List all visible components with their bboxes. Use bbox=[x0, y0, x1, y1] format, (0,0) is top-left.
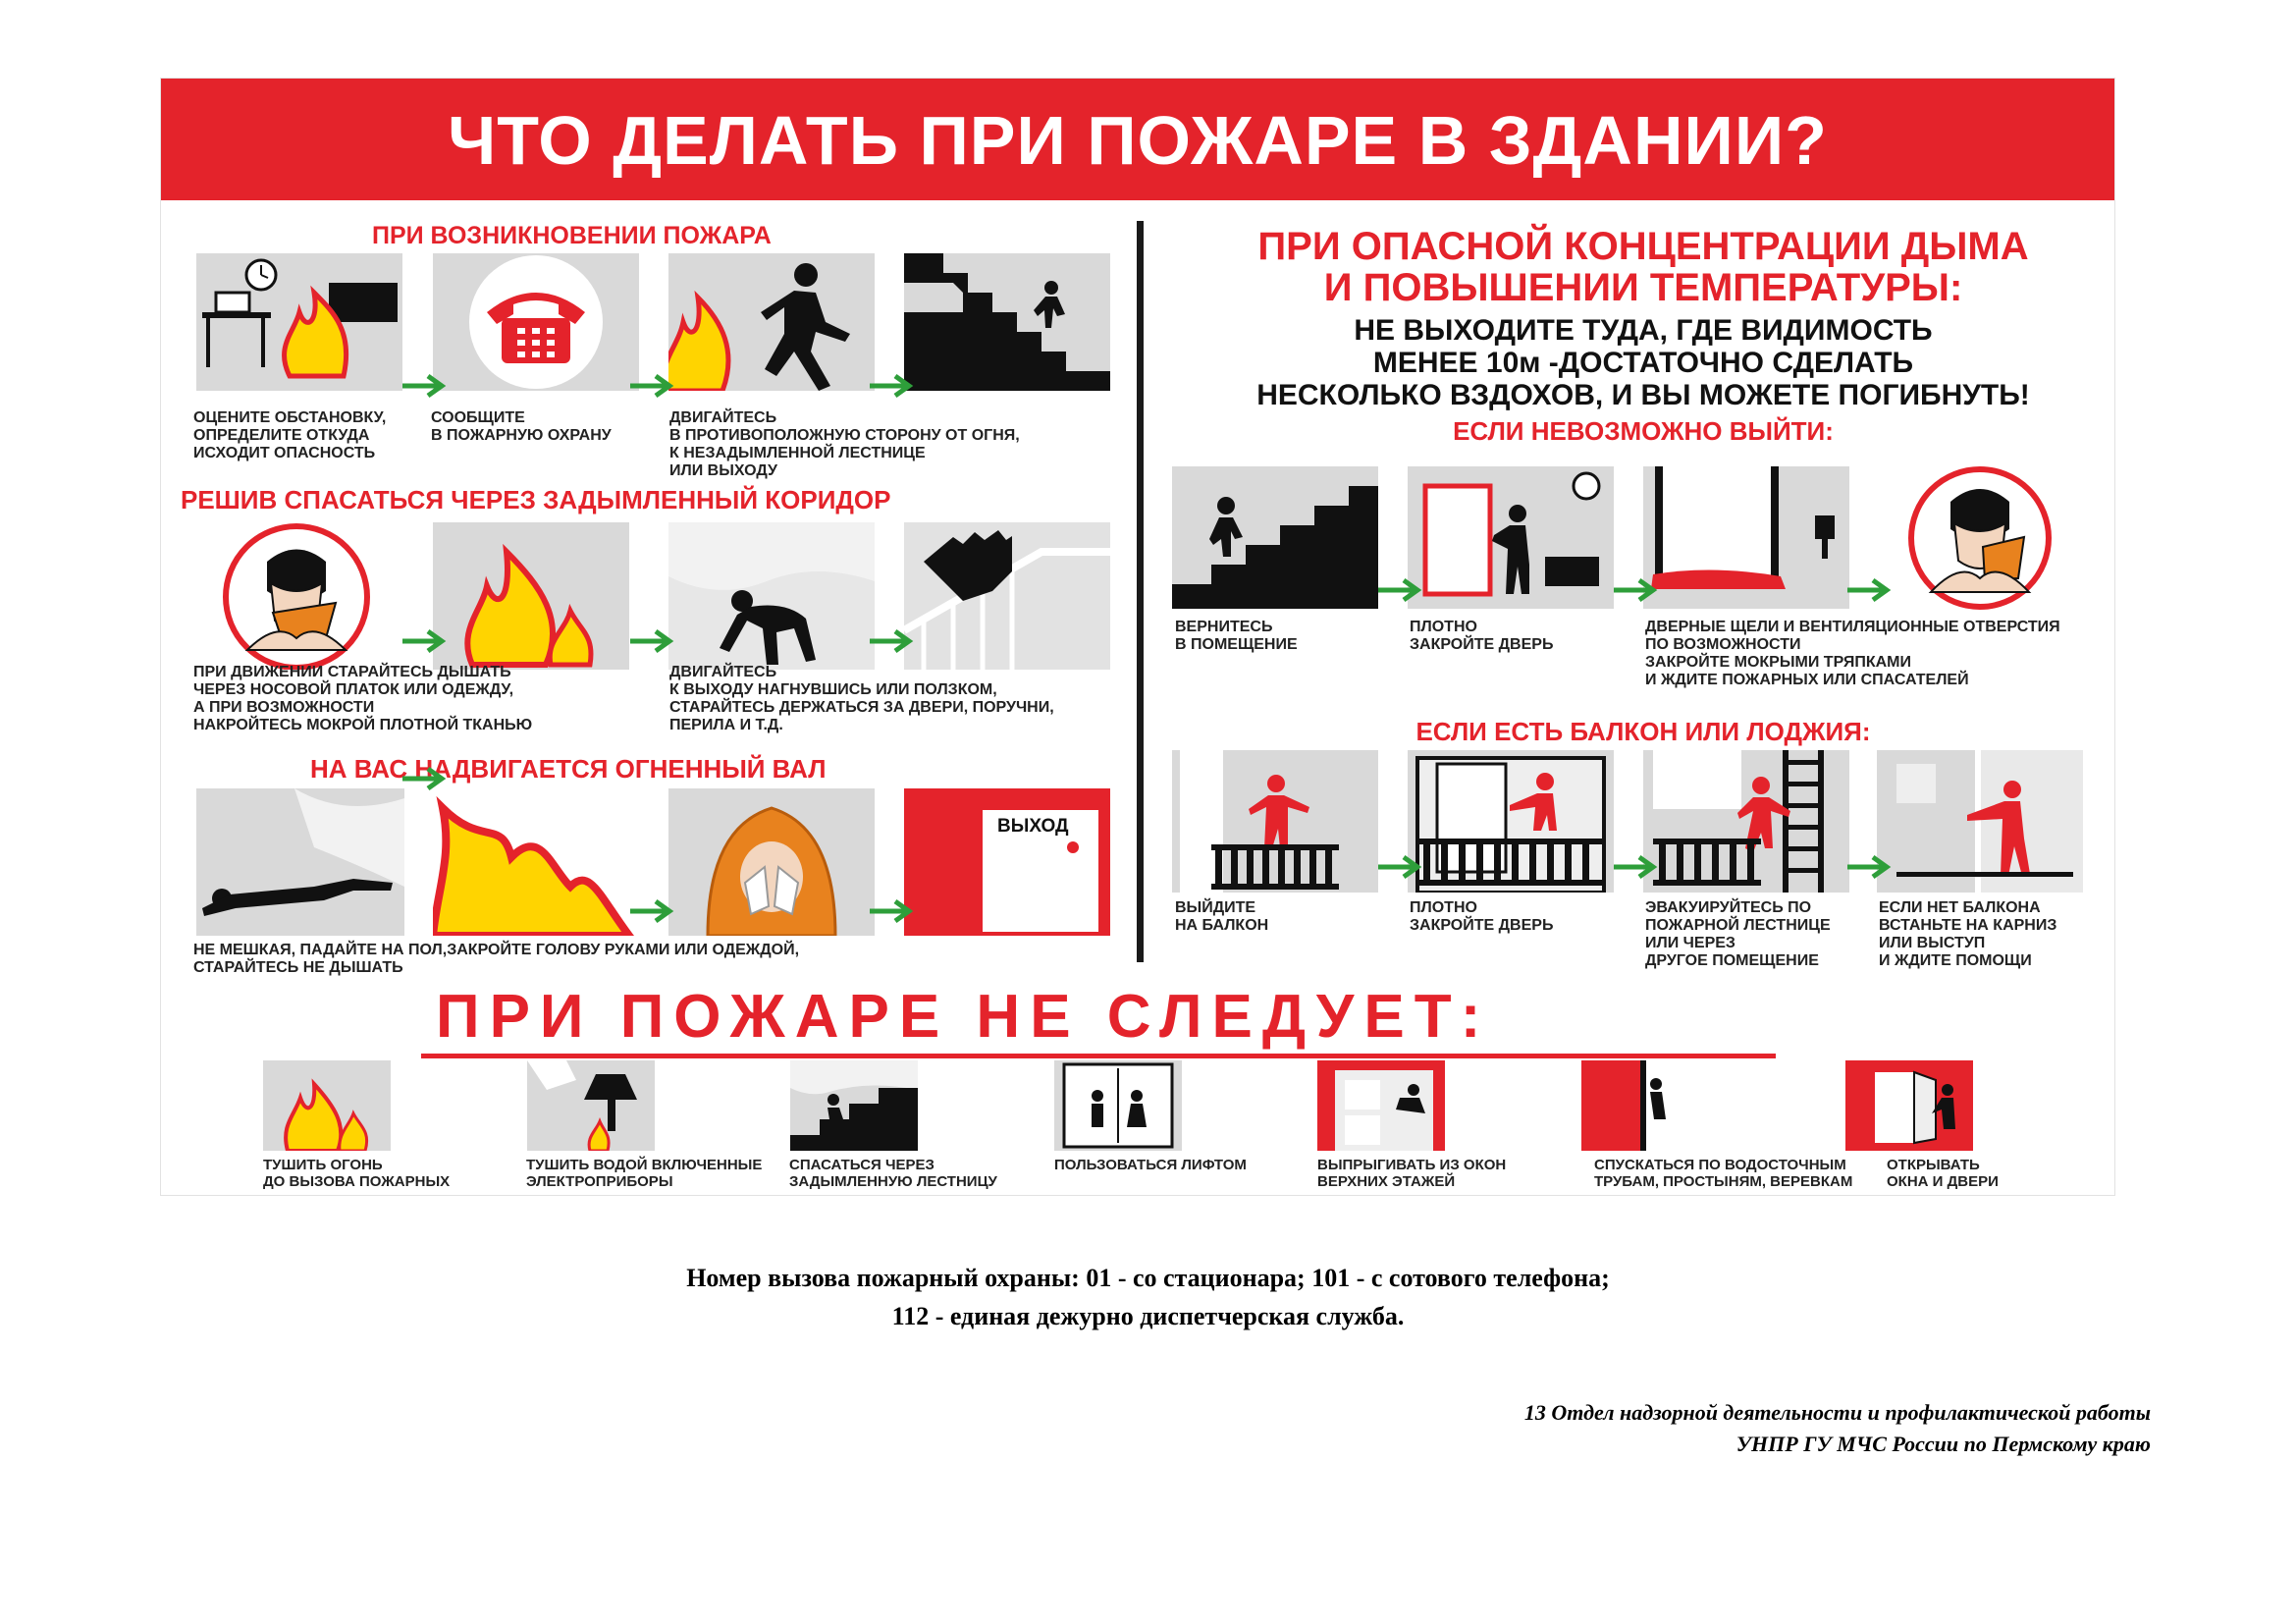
dont-extinguish-illustration bbox=[263, 1060, 391, 1151]
green-arrow-icon bbox=[400, 766, 448, 791]
dont-caption-windows: ОТКРЫВАТЬ ОКНА И ДВЕРИ bbox=[1887, 1157, 1999, 1190]
dont-title: ПРИ ПОЖАРЕ НЕ СЛЕДУЕТ: bbox=[436, 983, 1491, 1051]
green-arrow-icon bbox=[628, 373, 675, 399]
move-away-illustration bbox=[668, 253, 875, 391]
lie-on-floor-illustration bbox=[196, 788, 404, 936]
dont-elevator-illustration bbox=[1054, 1060, 1182, 1151]
caption-balcony-door: ПЛОТНО ЗАКРОЙТЕ ДВЕРЬ bbox=[1410, 899, 1554, 934]
green-arrow-icon bbox=[1612, 854, 1659, 880]
emergency-numbers-line1: Номер вызова пожарный охраны: 01 - со стационара; 101 - с сотового телефона; bbox=[686, 1264, 1610, 1292]
dont-descend-pipes-illustration bbox=[1581, 1060, 1709, 1151]
hand-on-railing-illustration bbox=[904, 522, 1110, 670]
caption-seal-gaps: ДВЕРНЫЕ ЩЕЛИ И ВЕНТИЛЯЦИОННЫЕ ОТВЕРСТИЯ ПО ВОЗМОЖНОСТИ ЗАКРОЙТЕ МОКРЫМИ ТРЯПКАМИ И ЖДИТЕ ПОЖАРНЫХ ИЛИ СПАСАТЕЛЕЙ bbox=[1645, 619, 2060, 688]
organization-line1: 13 Отдел надзорной деятельности и профилактической работы bbox=[1523, 1400, 2151, 1425]
poster-title: ЧТО ДЕЛАТЬ ПРИ ПОЖАРЕ В ЗДАНИИ? bbox=[161, 79, 2114, 200]
green-arrow-icon bbox=[1845, 577, 1893, 603]
green-arrow-icon bbox=[1376, 577, 1423, 603]
visibility-warning: НЕ ВЫХОДИТЕ ТУДА, ГДЕ ВИДИМОСТЬ МЕНЕЕ 10м -ДОСТАТОЧНО СДЕЛАТЬ НЕСКОЛЬКО ВЗДОХОВ, И ВЫ МОЖЕТЕ ПОГИБНУТЬ! bbox=[1256, 314, 2030, 411]
dont-caption-jump: ВЫПРЫГИВАТЬ ИЗ ОКОН ВЕРХНИХ ЭТАЖЕЙ bbox=[1317, 1157, 1507, 1190]
caption-ladder: ЭВАКУИРУЙТЕСЬ ПО ПОЖАРНОЙ ЛЕСТНИЦЕ ИЛИ ЧЕРЕЗ ДРУГОЕ ПОМЕЩЕНИЕ bbox=[1645, 899, 1831, 969]
green-arrow-icon bbox=[868, 898, 915, 924]
dont-caption-water-electric: ТУШИТЬ ВОДОЙ ВКЛЮЧЕННЫЕ ЭЛЕКТРОПРИБОРЫ bbox=[526, 1157, 763, 1190]
close-door-illustration bbox=[1408, 466, 1614, 609]
emergency-numbers-line2: 112 - единая дежурно диспетчерская служба. bbox=[891, 1302, 1405, 1330]
dont-caption-extinguish: ТУШИТЬ ОГОНЬ ДО ВЫЗОВА ПОЖАРНЫХ bbox=[263, 1157, 451, 1190]
dont-title-underline bbox=[421, 1054, 1776, 1058]
left-section2-title: РЕШИВ СПАСАТЬСЯ ЧЕРЕЗ ЗАДЫМЛЕННЫЙ КОРИДОР bbox=[181, 485, 891, 514]
fire-safety-poster bbox=[160, 78, 2115, 1196]
dont-water-electric-illustration bbox=[527, 1060, 655, 1151]
go-to-balcony-illustration bbox=[1172, 750, 1378, 893]
green-arrow-icon bbox=[400, 373, 448, 399]
corridor-fire-illustration bbox=[433, 522, 629, 670]
left-section3-title: НА ВАС НАДВИГАЕТСЯ ОГНЕННЫЙ ВАЛ bbox=[310, 754, 827, 784]
seal-gaps-illustration bbox=[1643, 466, 1849, 609]
call-fire-service-illustration bbox=[433, 253, 639, 391]
dont-smoky-stairs-illustration bbox=[790, 1060, 918, 1151]
green-arrow-icon bbox=[628, 898, 675, 924]
green-arrow-icon bbox=[868, 628, 915, 654]
right-title: ПРИ ОПАСНОЙ КОНЦЕНТРАЦИИ ДЫМА И ПОВЫШЕНИИ ТЕМПЕРАТУРЫ: bbox=[1257, 225, 2029, 309]
right-section1-title: ЕСЛИ НЕВОЗМОЖНО ВЫЙТИ: bbox=[1453, 416, 1834, 446]
green-arrow-icon bbox=[400, 628, 448, 654]
breathe-through-cloth-illustration bbox=[188, 522, 404, 670]
green-arrow-icon bbox=[628, 628, 675, 654]
return-to-room-illustration bbox=[1172, 466, 1378, 609]
dont-jump-illustration bbox=[1317, 1060, 1445, 1151]
right-section2-title: ЕСЛИ ЕСТЬ БАЛКОН ИЛИ ЛОДЖИЯ: bbox=[1415, 717, 1871, 746]
exit-door-illustration bbox=[904, 788, 1110, 936]
caption-crouch: ДВИГАЙТЕСЬ К ВЫХОДУ НАГНУВШИСЬ ИЛИ ПОЛЗКОМ, СТАРАЙТЕСЬ ДЕРЖАТЬСЯ ЗА ДВЕРИ, ПОРУЧНИ, ПЕРИЛА И Т.Д. bbox=[669, 664, 1054, 733]
caption-lie-down: НЕ МЕШКАЯ, ПАДАЙТЕ НА ПОЛ,ЗАКРОЙТЕ ГОЛОВУ РУКАМИ ИЛИ ОДЕЖДОЙ, СТАРАЙТЕСЬ НЕ ДЫШАТЬ bbox=[193, 942, 800, 976]
crouch-walk-illustration bbox=[668, 522, 875, 670]
green-arrow-icon bbox=[1612, 577, 1659, 603]
caption-move: ДВИГАЙТЕСЬ В ПРОТИВОПОЛОЖНУЮ СТОРОНУ ОТ ОГНЯ, К НЕЗАДЫМЛЕННОЙ ЛЕСТНИЦЕ ИЛИ ВЫХОДУ bbox=[669, 409, 1020, 479]
dont-caption-pipes: СПУСКАТЬСЯ ПО ВОДОСТОЧНЫМ ТРУБАМ, ПРОСТЫНЯМ, ВЕРЕВКАМ bbox=[1594, 1157, 1853, 1190]
fire-wave-illustration bbox=[433, 788, 639, 936]
ledge-illustration bbox=[1877, 750, 2083, 893]
cover-head-illustration bbox=[668, 788, 875, 936]
caption-assess: ОЦЕНИТЕ ОБСТАНОВКУ, ОПРЕДЕЛИТЕ ОТКУДА ИСХОДИТ ОПАСНОСТЬ bbox=[193, 409, 387, 461]
dont-caption-smoky-stairs: СПАСАТЬСЯ ЧЕРЕЗ ЗАДЫМЛЕННУЮ ЛЕСТНИЦУ bbox=[789, 1157, 997, 1190]
stairs-exit-illustration bbox=[904, 253, 1110, 391]
exit-sign-label: ВЫХОД bbox=[997, 816, 1069, 837]
green-arrow-icon bbox=[868, 373, 915, 399]
caption-ledge: ЕСЛИ НЕТ БАЛКОНА ВСТАНЬТЕ НА КАРНИЗ ИЛИ ВЫСТУП И ЖДИТЕ ПОМОЩИ bbox=[1879, 899, 2057, 969]
green-arrow-icon bbox=[1845, 854, 1893, 880]
assess-situation-illustration bbox=[196, 253, 402, 391]
dont-caption-elevator: ПОЛЬЗОВАТЬСЯ ЛИФТОМ bbox=[1054, 1157, 1247, 1173]
fire-ladder-illustration bbox=[1643, 750, 1849, 893]
caption-close-door: ПЛОТНО ЗАКРОЙТЕ ДВЕРЬ bbox=[1410, 619, 1554, 653]
green-arrow-icon bbox=[1376, 854, 1423, 880]
caption-call: СООБЩИТЕ В ПОЖАРНУЮ ОХРАНУ bbox=[431, 409, 612, 444]
balcony-close-door-illustration bbox=[1408, 750, 1614, 893]
left-section1-title: ПРИ ВОЗНИКНОВЕНИИ ПОЖАРА bbox=[372, 222, 772, 249]
caption-return: ВЕРНИТЕСЬ В ПОМЕЩЕНИЕ bbox=[1175, 619, 1298, 653]
caption-breathe: ПРИ ДВИЖЕНИИ СТАРАЙТЕСЬ ДЫШАТЬ ЧЕРЕЗ НОСОВОЙ ПЛАТОК ИЛИ ОДЕЖДУ, А ПРИ ВОЗМОЖНОСТИ НАКРОЙТЕСЬ МОКРОЙ ПЛОТНОЙ ТКАНЬЮ bbox=[193, 664, 533, 733]
organization-line2: УНПР ГУ МЧС России по Пермскому краю bbox=[1735, 1432, 2151, 1456]
dont-open-windows-illustration bbox=[1845, 1060, 1973, 1151]
face-cloth-illustration bbox=[1877, 464, 2083, 612]
caption-balcony: ВЫЙДИТЕ НА БАЛКОН bbox=[1175, 899, 1269, 934]
column-divider bbox=[1137, 221, 1144, 962]
